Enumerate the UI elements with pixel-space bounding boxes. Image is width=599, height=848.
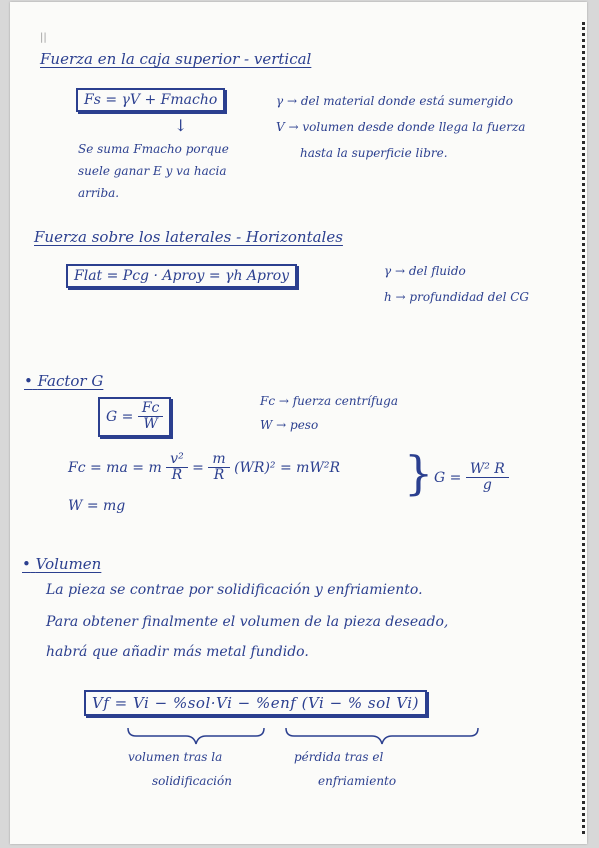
bullet-icon: • — [24, 372, 33, 390]
eq-f2-num: m — [208, 452, 229, 468]
label-solidification-2: solidificación — [152, 774, 232, 788]
def-weight: W → peso — [260, 418, 319, 432]
eq-f2-den: R — [213, 467, 225, 484]
underbraces — [10, 2, 587, 844]
g-result-lhs: G = — [434, 469, 462, 486]
g-box-numerator: Fc — [138, 401, 164, 417]
right-brace-icon: } — [404, 446, 434, 500]
notebook-page — [10, 2, 587, 844]
def-volume-cont: hasta la superficie libre. — [300, 146, 448, 160]
label-solidification-1: volumen tras la — [128, 750, 223, 764]
formula-final-volume: Vf = Vi − %sol·Vi − %enf (Vi − % sol Vi) — [84, 690, 427, 716]
eq-mid: = — [192, 459, 204, 476]
note-line-3: arriba. — [78, 186, 120, 200]
heading-lateral-force: Fuerza sobre los laterales - Horizontales — [34, 228, 343, 246]
volumen-line-2: Para obtener finalmente el volumen de la pieza deseado, — [46, 614, 449, 630]
g-result-den: g — [482, 477, 492, 494]
label-cooling-1: pérdida tras el — [294, 750, 384, 764]
def-gamma-fluid: γ → del fluido — [384, 264, 466, 278]
heading-vertical-force: Fuerza en la caja superior - vertical — [40, 50, 312, 68]
eq-lhs: Fc = ma = m — [68, 459, 162, 476]
label-cooling-2: enfriamiento — [318, 774, 397, 788]
formula-vertical-force: Fs = γV + Fmacho — [76, 88, 225, 112]
volumen-line-1: La pieza se contrae por solidificación y enfriamiento. — [46, 582, 423, 598]
eq-f1-num: v² — [166, 452, 188, 468]
g-box-denominator: W — [143, 416, 158, 433]
def-volume: V → volumen desde donde llega la fuerza — [276, 120, 526, 134]
volumen-line-3: habrá que añadir más metal fundido. — [46, 644, 309, 660]
margin-mark: || — [40, 32, 47, 43]
underbrace-left — [128, 728, 264, 744]
g-box-lhs: G = — [106, 408, 134, 425]
def-depth-cg: h → profundidad del CG — [384, 290, 530, 304]
eq-rest: (WR)² = mW²R — [234, 459, 340, 476]
formula-lateral-force: Flat = Pcg · Aproy = γh Aproy — [66, 264, 297, 288]
down-arrow-icon: ↓ — [174, 116, 188, 135]
def-gamma-material: γ → del material donde está sumergido — [276, 94, 513, 108]
g-result-num: W² R — [466, 462, 509, 478]
heading-volumen-label: Volumen — [35, 555, 102, 573]
note-line-1: Se suma Fmacho porque — [78, 142, 229, 156]
weight-equation: W = mg — [68, 498, 126, 514]
bullet-icon: • — [22, 555, 31, 573]
underbrace-right — [286, 728, 478, 744]
note-line-2: suele ganar E y va hacia — [78, 164, 227, 178]
def-centrifugal: Fc → fuerza centrífuga — [260, 394, 398, 408]
eq-f1-den: R — [171, 467, 183, 484]
heading-factor-g-label: Factor G — [37, 372, 104, 390]
